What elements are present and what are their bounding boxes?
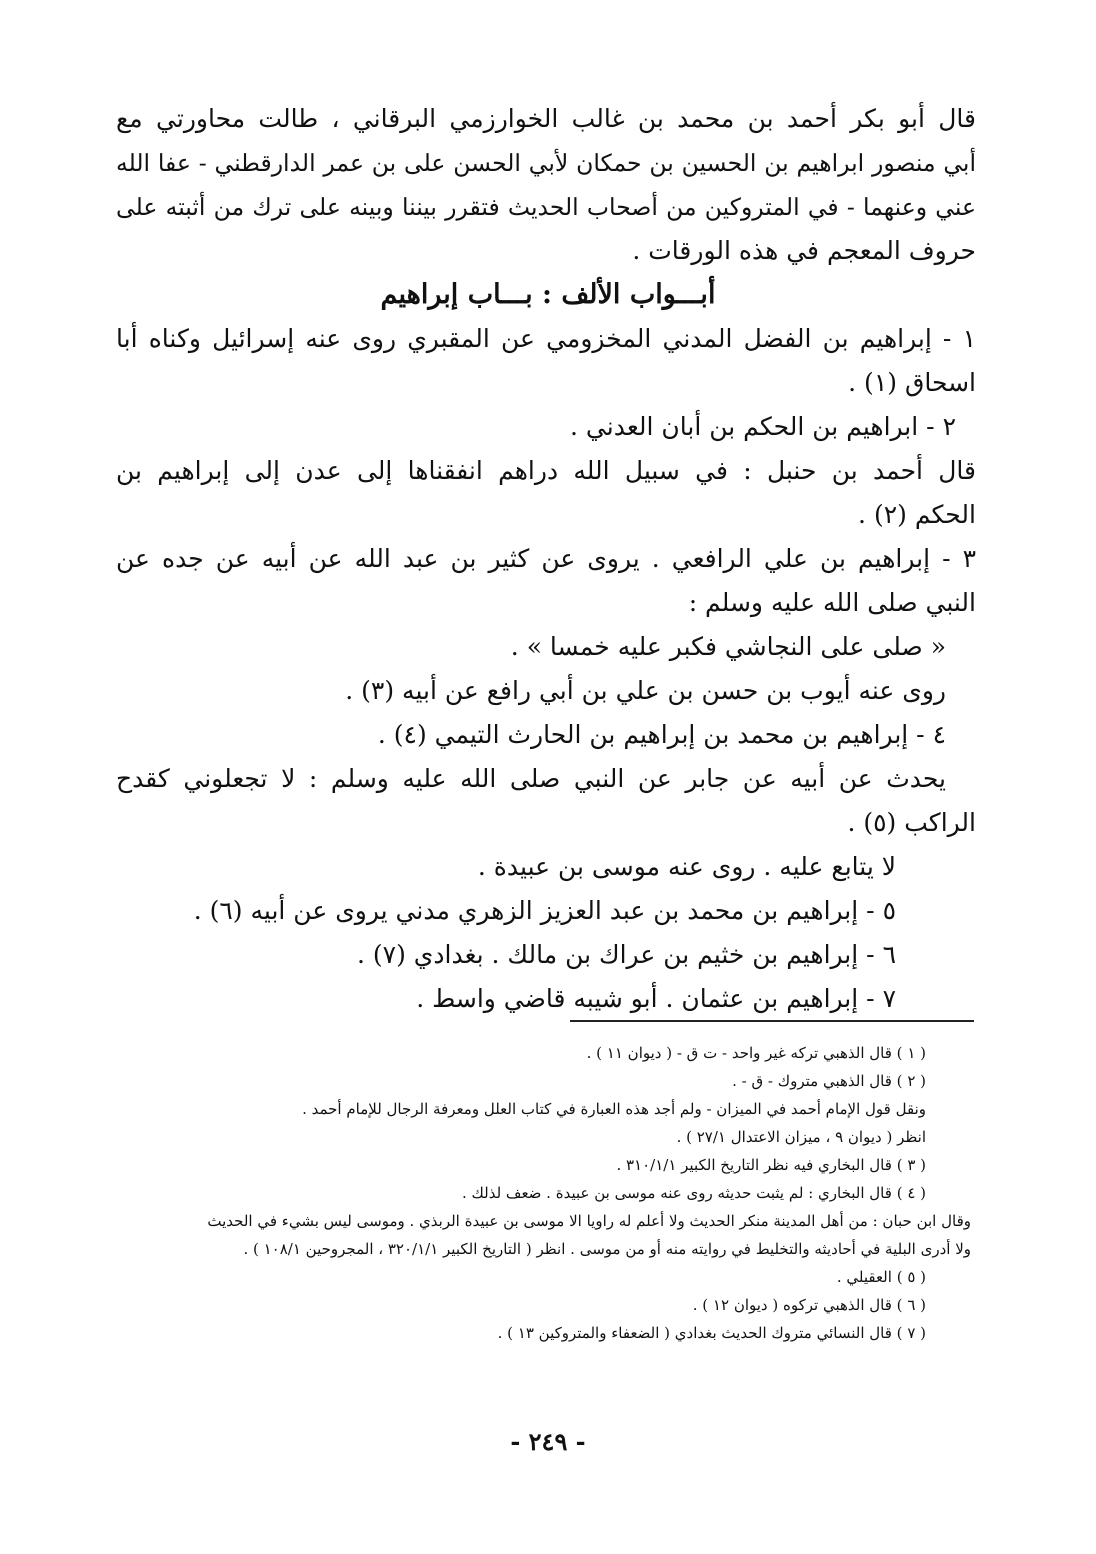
footnote-4-cont-1: وقال ابن حبان : من أهل المدينة منكر الحديث ولا أعلم له راويا الا موسى بن عبيدة الربذي . وموسى ليس بشيء في الحديث [207,1212,971,1230]
section-heading: أبـــواب الألف : بـــاب إبراهيم [380,279,716,310]
entry-4-note: لا يتابع عليه . روى عنه موسى بن عبيدة . [477,852,896,881]
entry-4-hadith-line-2: الراكب (٥) . [847,808,976,837]
entry-5: ٥ - إبراهيم بن محمد بن عبد العزيز الزهري مدني يروى عن أبيه (٦) . [193,896,896,925]
footnote-2-cont-2: انظر ( ديوان ٩ ، ميزان الاعتدال ٢٧/١ ) . [676,1128,926,1146]
entry-4: ٤ - إبراهيم بن محمد بن إبراهيم بن الحارث التيمي (٤) . [377,720,946,749]
entry-2-quote-line-1: قال أحمد بن حنبل : في سبيل الله دراهم انفقناها إلى عدن إلى إبراهيم بن [116,456,976,485]
footnote-2: ( ٢ ) قال الذهبي متروك - ق - . [732,1072,926,1090]
intro-line-4: حروف المعجم في هذه الورقات . [632,236,976,265]
footnote-7: ( ٧ ) قال النسائي متروك الحديث بغدادي ( الضعفاء والمتروكين ١٣ ) . [497,1324,926,1342]
footnote-4-cont-2: ولا أدرى البلية في أحاديثه والتخليط في روايته منه أو من موسى . انظر ( التاريخ الكبير ٣٢٠/١/١ ، المجروحين ١٠٨/١ ) . [243,1240,971,1258]
entry-3-hadith: « صلى على النجاشي فكبر عليه خمسا » . [510,632,946,661]
footnote-1: ( ١ ) قال الذهبي تركه غير واحد - ت ق - ( ديوان ١١ ) . [586,1044,926,1062]
footnote-2-cont-1: ونقل قول الإمام أحمد في الميزان - ولم أجد هذه العبارة في كتاب العلل ومعرفة الرجال للإمام أحمد . [302,1100,926,1118]
entry-3-line-2: النبي صلى الله عليه وسلم : [688,588,976,617]
intro-line-1: قال أبو بكر أحمد بن محمد بن غالب الخوارزمي البرقاني ، طالت محاورتي مع [116,104,976,133]
entry-3-narrator: روى عنه أيوب بن حسن بن علي بن أبي رافع عن أبيه (٣) . [345,676,946,705]
entry-2-quote-line-2: الحكم (٢) . [858,500,976,529]
entry-7: ٧ - إبراهيم بن عثمان . أبو شيبه قاضي واسط . [416,984,896,1013]
intro-line-2: أبي منصور ابراهيم بن الحسين بن حمكان لأبي الحسن على بن عمر الدارقطني - عفا الله [116,149,976,177]
entry-4-hadith-line-1: يحدث عن أبيه عن جابر عن النبي صلى الله عليه وسلم : لا تجعلوني كقدح [116,764,946,793]
footnote-separator [570,1020,974,1022]
intro-line-3: عني وعنهما - في المتروكين من أصحاب الحديث فتقرر بيننا وبينه على ترك من أثبته على [116,193,976,221]
page-number: - ٢٤٩ - [510,1427,586,1456]
entry-2: ٢ - ابراهيم بن الحكم بن أبان العدني . [570,412,956,441]
entry-1-line-1: ١ - إبراهيم بن الفضل المدني المخزومي عن المقبري روى عنه إسرائيل وكناه أبا [116,324,976,353]
footnote-5: ( ٥ ) العقيلي . [836,1268,926,1286]
footnote-4: ( ٤ ) قال البخاري : لم يثبت حديثه روى عنه موسى بن عبيدة . ضعف لذلك . [461,1184,926,1202]
footnote-6: ( ٦ ) قال الذهبي تركوه ( ديوان ١٢ ) . [692,1296,926,1314]
entry-1-line-2: اسحاق (١) . [848,368,976,397]
entry-6: ٦ - إبراهيم بن خثيم بن عراك بن مالك . بغدادي (٧) . [357,940,896,969]
footnote-3: ( ٣ ) قال البخاري فيه نظر التاريخ الكبير ٣١٠/١/١ . [616,1156,926,1174]
entry-3-line-1: ٣ - إبراهيم بن علي الرافعي . يروى عن كثير بن عبد الله عن أبيه عن جده عن [116,544,976,573]
